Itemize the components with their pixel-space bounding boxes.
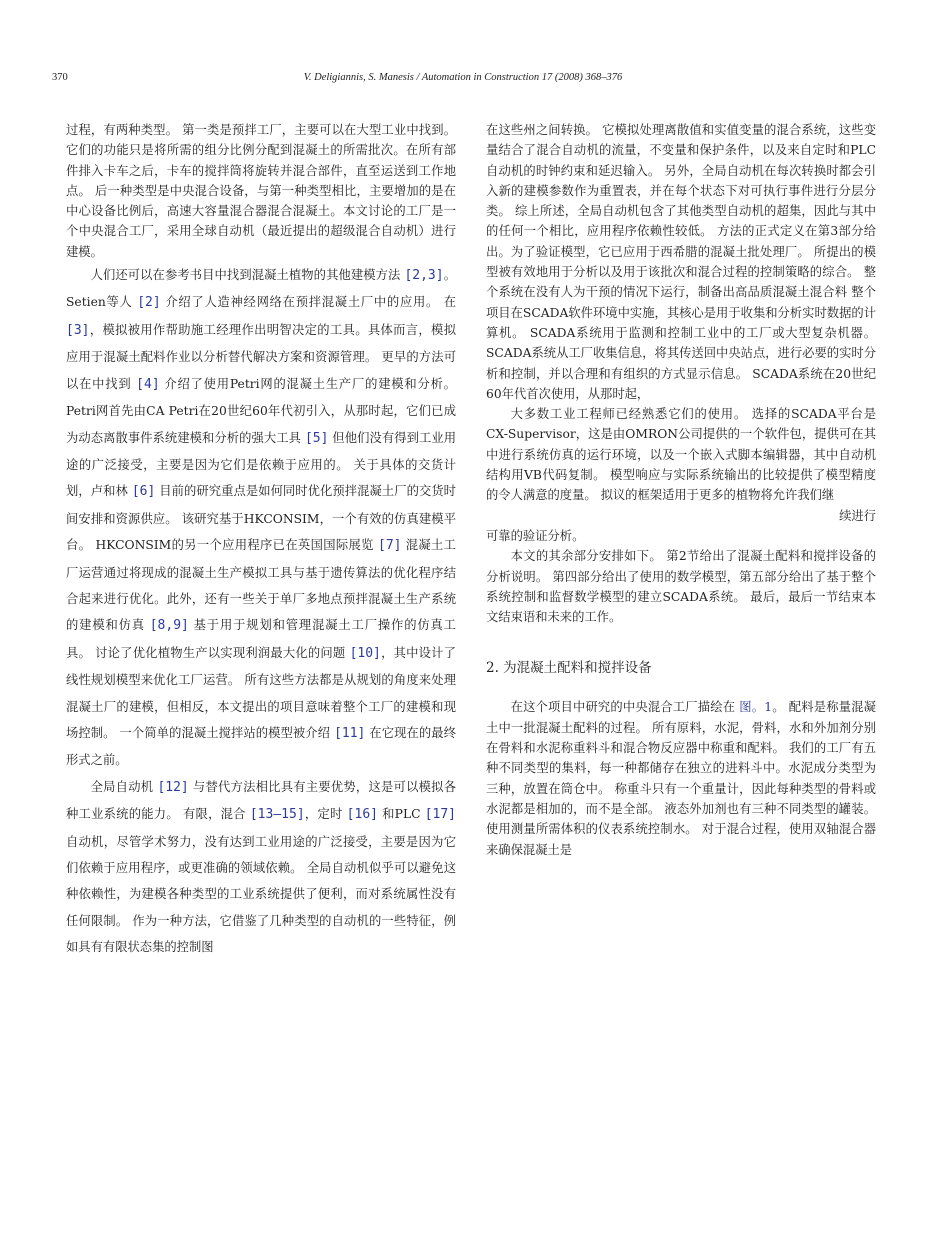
paragraph-validation: 可靠的验证分析。 (486, 528, 585, 543)
citation-link[interactable]: [4] (136, 376, 160, 392)
paragraph-batching-plant: 在这个项目中研究的中央混合工厂描绘在 图。1。 配料是称量混凝土中一批混凝土配料的过程。 所有原料，水泥，骨料，水和外加剂分别在骨料和水泥称重料斗和混合物反应器中称重和配料。 我们的工厂有五种不同类型的集料，每一种都储存在独立的进料斗中。水泥成分类型为三种，放置在筒仓中。 称重斗只有一个重量计，因此每种类型的骨料或水泥都是相加的，而不是全部。 液态外加剂也有三种不同类型的罐装。 使用测量所需体积的仪表系统控制水。 对于混合过程，使用双轴混合器来确保混凝土是 (486, 700, 876, 857)
journal-citation: V. Deligiannis, S. Manesis / Automation in Construction 17 (2008) 368–376 (303, 72, 623, 83)
figure-link[interactable]: 图。1 (739, 700, 773, 715)
citation-link[interactable]: [2] (137, 295, 161, 311)
paragraph-global-automata: 全局自动机 [12] 与替代方法相比具有主要优势，这是可以模拟各种工业系统的能力。 有限，混合 [13–15]，定时 [16] 和PLC [17] 自动机，尽管学术努力，没有达到工业用途的广泛接受，主要是因为它们依赖于应用程序，或更准确的领域依赖。 全局自动机似乎可以避免这种依赖性，为建模各种类型的工业系统提供了便利，而对系统属性没有任何限制。 作为一种方法，它借鉴了几种类型的自动机的一些特征，例如具有有限状态集的控制图 (66, 779, 456, 955)
citation-link[interactable]: [16] (346, 807, 378, 823)
right-column (486, 120, 876, 860)
paragraph-modeling-approaches: 人们还可以在参考书目中找到混凝土植物的其他建模方法 [2,3]。 Setien等人 [2] 介绍了人造神经网络在预拌混凝土厂中的应用。 在 [3]，模拟被用作帮助施工经理作出明智决定的工具。具体而言，模拟应用于混凝土配料作业以分析替代解决方案和资源管理。 更早的方法可以在中找到 [4] 介绍了使用Petri网的混凝土生产厂的建模和分析。 Petri网首先由CA Petri在20世纪60年代初引入，从那时起，它们已成为动态离散事件系统建模和分析的强大工具 [5] 但他们没有得到工业用途的广泛接受，主要是因为它们是依赖于应用的。 关于具体的交货计划，卢和林 [6] 目前的研究重点是如何同时优化预拌混凝土厂的交货时间安排和资源供应。 该研究基于HKCONSIM，一个有效的仿真建模平台。 HKCONSIM的另一个应用程序已在英国国际展览 [7] 混凝土工厂运营通过将现成的混凝土生产模拟工具与基于遗传算法的优化程序结合起来进行优化。此外，还有一些关于单厂多地点预拌混凝土生产系统的建模和仿真 [8,9] 基于用于规划和管理混凝土工厂操作的仿真工具。 讨论了优化植物生产以实现利润最大化的问题 [10]，其中设计了线性规划模型来优化工厂运营。 所有这些方法都是从规划的角度来处理混凝土厂的建模，但相反，本文提出的项目意味着整个工厂的建模和现场控制。 一个简单的混凝土搅拌站的模型被介绍 [11] 在它现在的最终形式之前。 (66, 268, 456, 768)
citation-link[interactable]: [2,3] (404, 268, 444, 284)
citation-link[interactable]: [7] (378, 538, 402, 554)
citation-link[interactable]: [8,9] (149, 618, 189, 634)
paragraph-paper-outline: 本文的其余部分安排如下。 第2节给出了混凝土配料和搅拌设备的分析说明。 第四部分给出了使用的数学模型，第五部分给出了基于整个系统控制和监督数学模型的建立SCADA系统。 最后，最后一节结束本文结束语和未来的工作。 (486, 549, 876, 625)
citation-link[interactable]: [12] (157, 779, 189, 795)
citation-link[interactable]: [5] (304, 430, 329, 446)
paragraph-scada-platform-continued: 续进行 (839, 508, 876, 523)
page-number: 370 (52, 72, 68, 83)
citation-link[interactable]: [3] (66, 322, 90, 338)
citation-link[interactable]: [11] (334, 725, 366, 741)
running-header (0, 72, 926, 88)
citation-link[interactable]: [10] (349, 645, 381, 661)
paragraph-plant-types: 过程，有两种类型。 第一类是预拌工厂，主要可以在大型工业中找到。 它们的功能只是将所需的组分比例分配到混凝土的所需批次。在所有部件排入卡车之后，卡车的搅拌筒将旋转并混合部件，直至运送到工作地点。 后一种类型是中央混合设备，与第一种类型相比，主要增加的是在中心设备比例后，高速大容量混合器混合混凝土。本文讨论的工厂是一个中央混合工厂，采用全球自动机（最近提出的超级混合自动机）进行建模。 (66, 123, 456, 259)
paragraph-scada-platform: 大多数工业工程师已经熟悉它们的使用。 选择的SCADA平台是CX-Supervisor，这是由OMRON公司提供的一个软件包，提供可在其中进行系统仿真的运行环境，以及一个嵌入式脚本编辑器，其中自动机结构用VB代码复制。 模型响应与实际系统输出的比较提供了模型精度的令人满意的度量。 拟议的框架适用于更多的植物将允许我们继 (486, 407, 876, 503)
citation-link[interactable]: [6] (131, 484, 156, 500)
citation-link[interactable]: [17] (424, 807, 456, 823)
section-heading: 2. 为混凝土配料和搅拌设备 (486, 660, 652, 677)
paragraph-state-transitions: 在这些州之间转换。 它模拟处理离散值和实值变量的混合系统，这些变量结合了混合自动机的流量，不变量和保护条件，以及来自定时和PLC自动机的时钟约束和延迟输入。 另外，全局自动机在每次转换时都会引入新的建模参数作为重置表，并在每个状态下对可执行事件进行分层分类。 综上所述，全局自动机包含了其他类型自动机的超集，因此与其中的任何一个相比，应用程序依赖性较低。 方法的正式定义在第3部分给出。为了验证模型，它已应用于西希腊的混凝土批处理厂。 所提出的模型被有效地用于分析以及用于该批次和混合过程的控制策略的综合。 整个系统在没有人为干预的情况下运行，制备出高品质混凝土混合料 整个项目在SCADA软件环境中实施，其核心是用于收集和分析实时数据的计算机。 SCADA系统用于监测和控制工业中的工厂或大型复杂机器。 SCADA系统从工厂收集信息，将其传送回中央站点，进行必要的实时分析和控制，并以合理和有组织的方式显示信息。 SCADA系统在20世纪60年代首次使用，从那时起， (486, 123, 876, 401)
left-column (66, 120, 456, 961)
citation-link[interactable]: [13–15] (249, 807, 305, 823)
